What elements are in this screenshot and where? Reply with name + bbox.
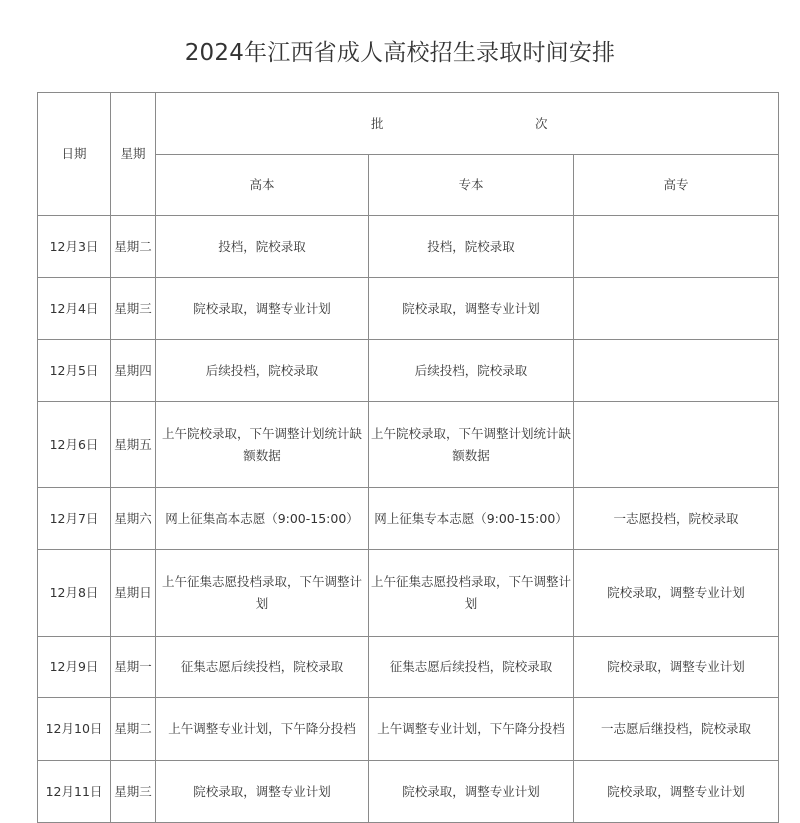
cell-gaozhuan: 院校录取，调整专业计划 [574, 761, 779, 823]
cell-weekday: 星期二 [111, 216, 156, 278]
cell-weekday: 星期日 [111, 550, 156, 637]
table-row [38, 698, 779, 761]
cell-gaoben: 网上征集高本志愿（9:00-15:00） [156, 488, 369, 550]
table-row [38, 402, 779, 488]
cell-gaozhuan: 一志愿投档，院校录取 [574, 488, 779, 550]
cell-weekday: 星期四 [111, 340, 156, 402]
cell-gaozhuan [574, 216, 779, 278]
cell-date: 12月9日 [38, 637, 111, 698]
table-row [38, 340, 779, 402]
header-date: 日期 [38, 93, 111, 216]
cell-weekday: 星期二 [111, 698, 156, 761]
cell-zhuanben: 上午院校录取，下午调整计划统计缺额数据 [369, 402, 574, 488]
cell-gaoben: 上午院校录取，下午调整计划统计缺额数据 [156, 402, 369, 488]
cell-date: 12月5日 [38, 340, 111, 402]
table-row [38, 488, 779, 550]
cell-weekday: 星期三 [111, 761, 156, 823]
cell-date: 12月3日 [38, 216, 111, 278]
cell-weekday: 星期五 [111, 402, 156, 488]
cell-gaozhuan [574, 278, 779, 340]
cell-gaoben: 院校录取，调整专业计划 [156, 278, 369, 340]
cell-weekday: 星期六 [111, 488, 156, 550]
cell-gaozhuan: 一志愿后继投档，院校录取 [574, 698, 779, 761]
header-batch-char-1: 批 [371, 115, 384, 131]
page-title: 2024年江西省成人高校招生录取时间安排 [184, 40, 616, 66]
header-batch-char-2: 次 [535, 115, 548, 131]
cell-date: 12月11日 [38, 761, 111, 823]
cell-gaoben: 后续投档，院校录取 [156, 340, 369, 402]
table-row [38, 550, 779, 637]
cell-gaoben: 院校录取，调整专业计划 [156, 761, 369, 823]
header-zhuanben: 专本 [369, 155, 574, 216]
cell-zhuanben: 投档，院校录取 [369, 216, 574, 278]
cell-date: 12月8日 [38, 550, 111, 637]
header-weekday: 星期 [111, 93, 156, 216]
cell-weekday: 星期三 [111, 278, 156, 340]
table-row [38, 637, 779, 698]
cell-gaozhuan: 院校录取，调整专业计划 [574, 550, 779, 637]
header-batch [156, 93, 779, 155]
cell-gaozhuan: 院校录取，调整专业计划 [574, 637, 779, 698]
cell-zhuanben: 网上征集专本志愿（9:00-15:00） [369, 488, 574, 550]
cell-zhuanben: 院校录取，调整专业计划 [369, 278, 574, 340]
cell-zhuanben: 院校录取，调整专业计划 [369, 761, 574, 823]
header-gaoben: 高本 [156, 155, 369, 216]
header-row [38, 93, 779, 155]
cell-gaoben: 上午征集志愿投档录取，下午调整计划 [156, 550, 369, 637]
cell-zhuanben: 后续投档，院校录取 [369, 340, 574, 402]
cell-gaoben: 上午调整专业计划，下午降分投档 [156, 698, 369, 761]
table-row [38, 278, 779, 340]
cell-date: 12月7日 [38, 488, 111, 550]
cell-gaozhuan [574, 340, 779, 402]
cell-gaoben: 征集志愿后续投档，院校录取 [156, 637, 369, 698]
cell-date: 12月6日 [38, 402, 111, 488]
table-row [38, 761, 779, 823]
cell-zhuanben: 征集志愿后续投档，院校录取 [369, 637, 574, 698]
admission-schedule-table [37, 92, 779, 823]
cell-gaozhuan [574, 402, 779, 488]
cell-weekday: 星期一 [111, 637, 156, 698]
header-gaozhuan: 高专 [574, 155, 779, 216]
cell-zhuanben: 上午调整专业计划，下午降分投档 [369, 698, 574, 761]
cell-zhuanben: 上午征集志愿投档录取，下午调整计划 [369, 550, 574, 637]
table-row [38, 216, 779, 278]
cell-gaoben: 投档，院校录取 [156, 216, 369, 278]
cell-date: 12月10日 [38, 698, 111, 761]
cell-date: 12月4日 [38, 278, 111, 340]
